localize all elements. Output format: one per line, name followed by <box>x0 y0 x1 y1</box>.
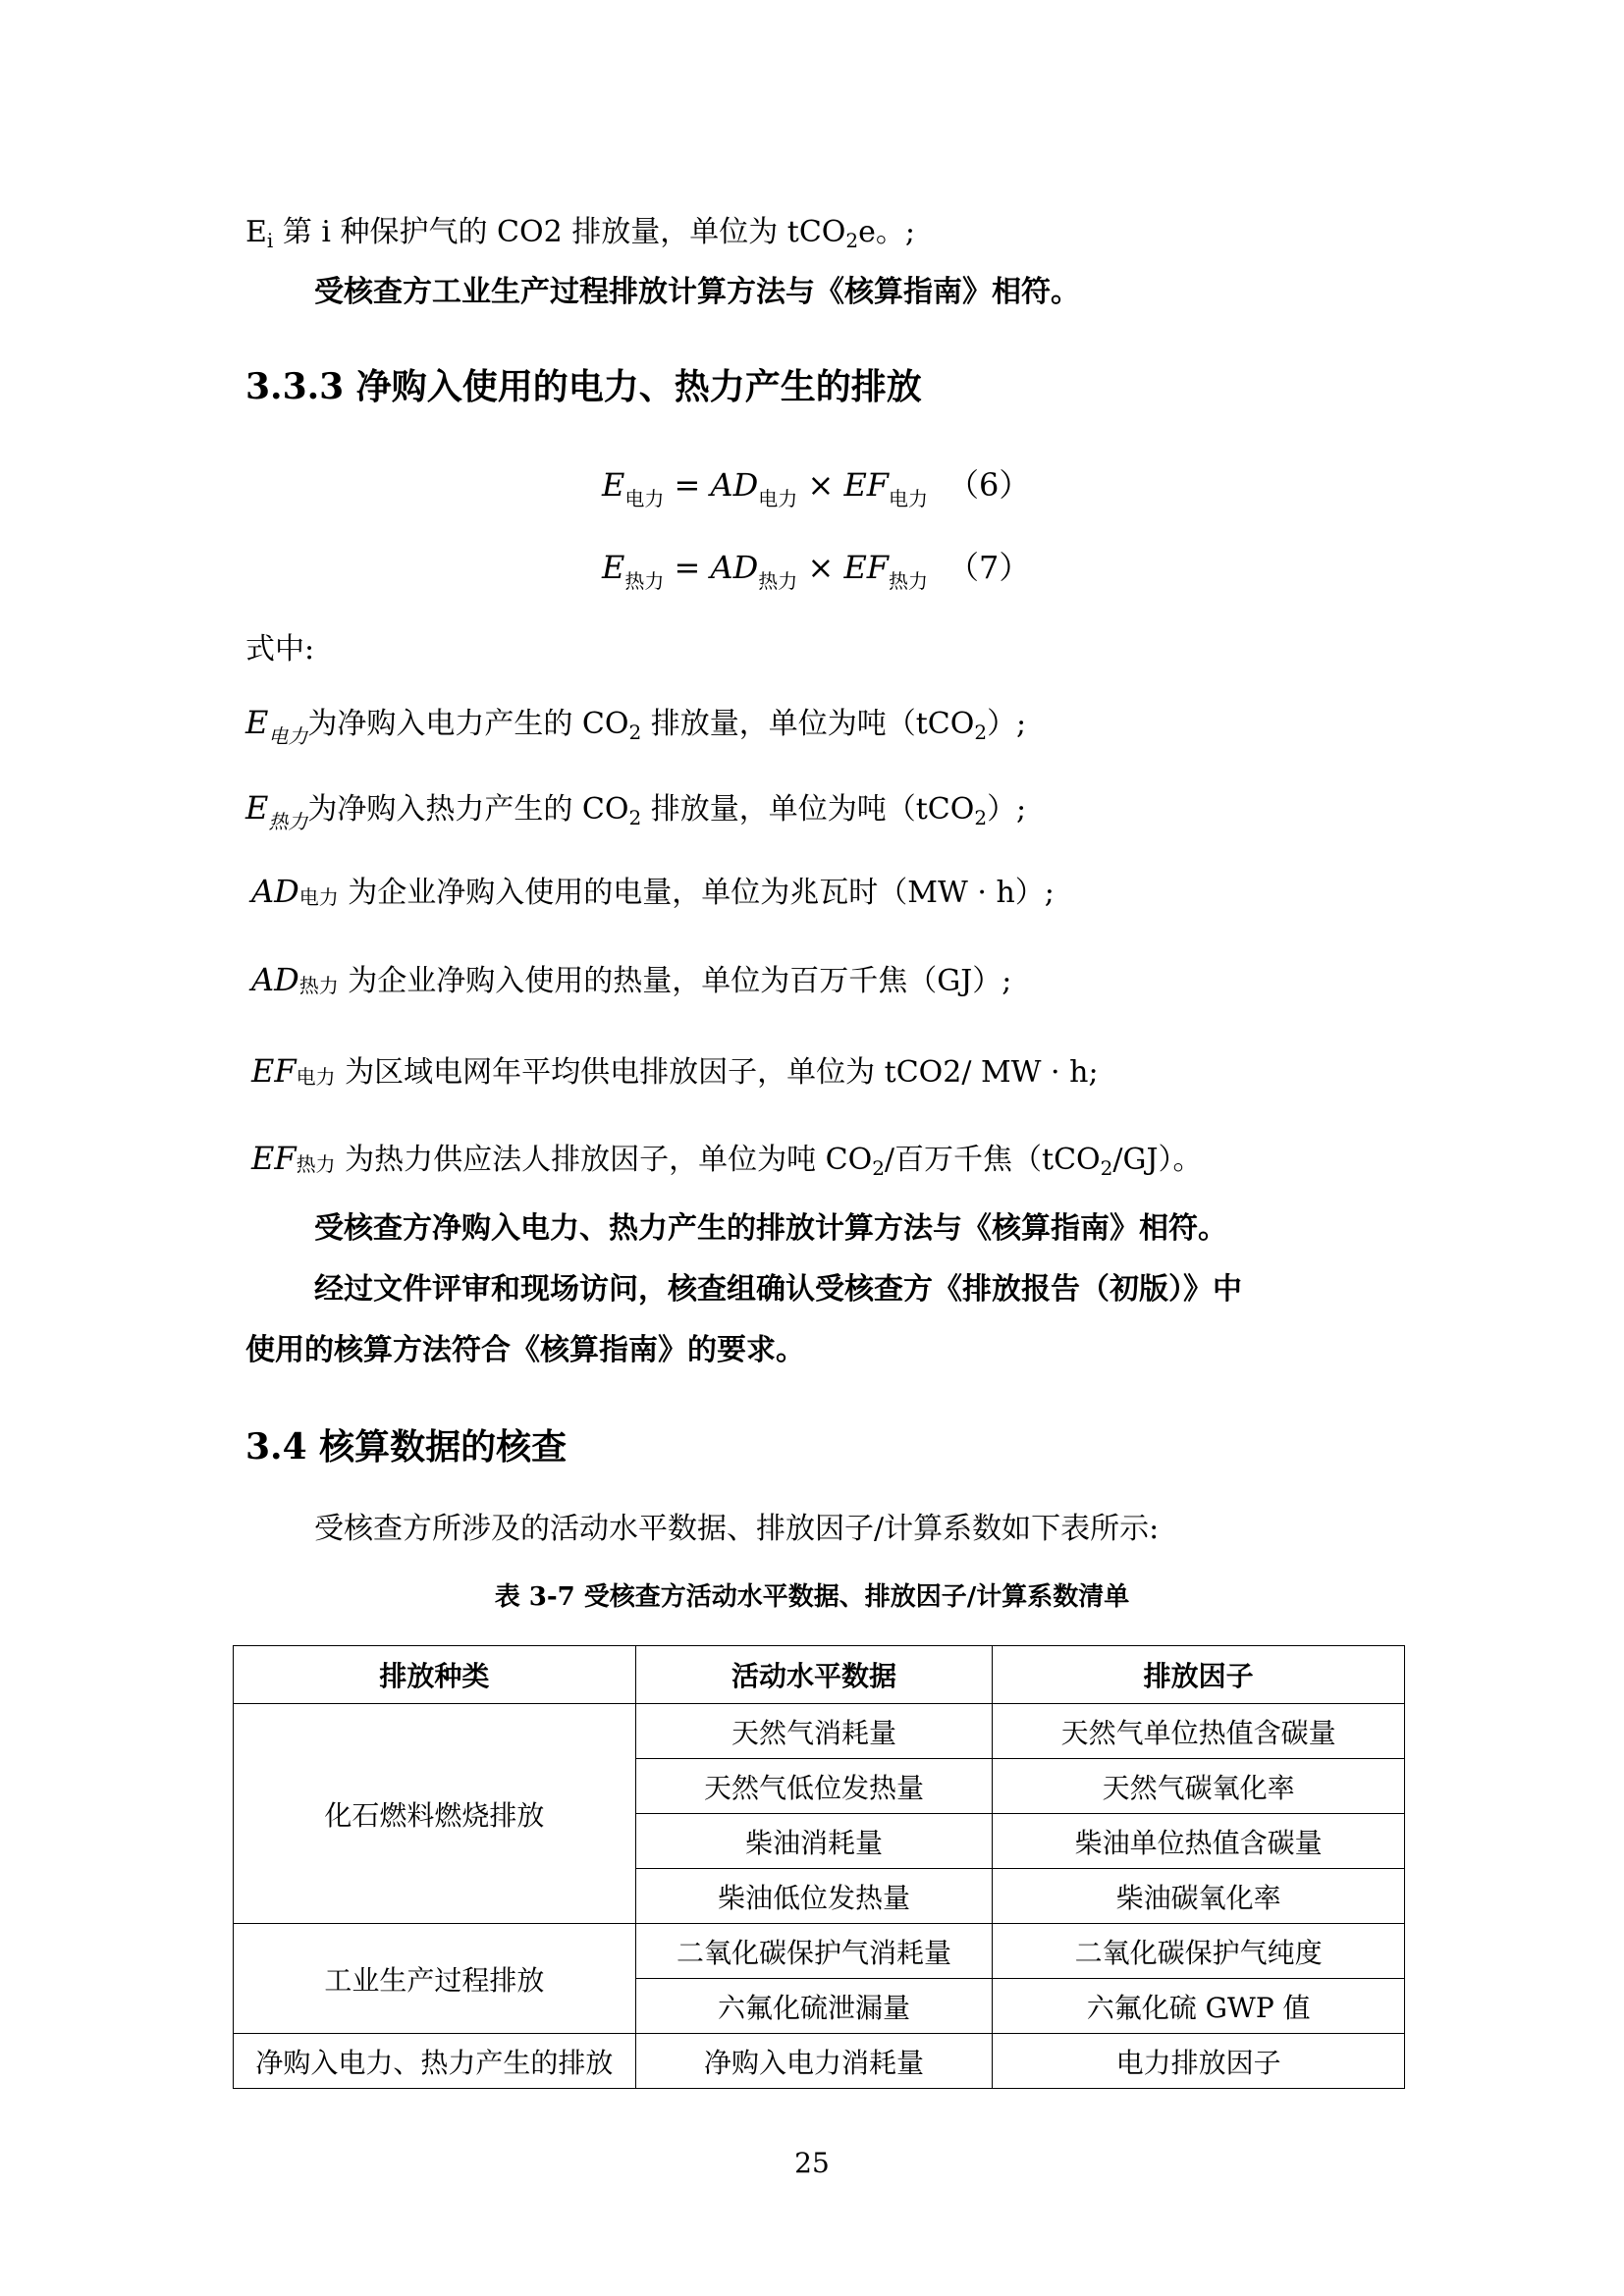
page-number: 25 <box>794 2147 830 2179</box>
definition-ad-electricity <box>251 872 1055 917</box>
def-sub: 电力 <box>296 1065 336 1089</box>
def-chem: 2 <box>628 806 642 829</box>
def-chem2: 2 <box>974 806 988 829</box>
section-heading-3-4: 3.4 核算数据的核查 <box>245 1426 568 1468</box>
activity-cell: 天然气低位发热量 <box>635 1759 993 1814</box>
def-text: 为净购入热力产生的 CO <box>307 792 629 827</box>
def-sub: 热力 <box>268 810 308 833</box>
eq6-ef: EF <box>843 466 889 504</box>
paragraph-table-intro: 受核查方所涉及的活动水平数据、排放因子/计算系数如下表所示: <box>314 1512 1160 1546</box>
chem-subscript: 2 <box>845 229 859 252</box>
section-heading-3-3-3: 3.3.3 净购入使用的电力、热力产生的排放 <box>245 366 922 407</box>
eq6-e: E <box>602 466 625 504</box>
eq7-number: （7） <box>947 549 1031 586</box>
def-text: 为净购入电力产生的 CO <box>307 707 629 741</box>
def-var: E <box>245 789 269 827</box>
paragraph-process-conclusion: 受核查方工业生产过程排放计算方法与《核算指南》相符。 <box>314 275 1080 309</box>
activity-cell: 六氟化硫泄漏量 <box>635 1979 993 2034</box>
factor-cell: 二氧化碳保护气纯度 <box>993 1924 1405 1979</box>
table-row <box>234 1924 1405 1979</box>
table-caption: 表 3-7 受核查方活动水平数据、排放因子/计算系数清单 <box>494 1582 1130 1612</box>
eq6-ad-sub: 电力 <box>758 487 798 510</box>
def-text2: 排放量，单位为吨（tCO <box>641 792 975 827</box>
table-header-row <box>234 1646 1405 1704</box>
eq7-times: × <box>797 549 844 586</box>
activity-cell: 净购入电力消耗量 <box>635 2034 993 2089</box>
eq7-ad-sub: 热力 <box>758 569 798 593</box>
category-fossil-fuel: 化石燃料燃烧排放 <box>234 1704 636 1924</box>
eq7-ad: AD <box>710 549 759 586</box>
def-sub: 电力 <box>268 724 308 748</box>
definition-e-electricity <box>245 703 1026 756</box>
def-var: AD <box>251 961 299 998</box>
def-text3: ）; <box>987 707 1027 741</box>
factor-cell: 柴油碳氧化率 <box>993 1869 1405 1924</box>
factor-cell: 天然气碳氧化率 <box>993 1759 1405 1814</box>
paragraph-review-line1: 经过文件评审和现场访问，核查组确认受核查方《排放报告（初版）》中 <box>314 1272 1242 1307</box>
def-text: 为企业净购入使用的热量，单位为百万千焦（GJ）; <box>338 964 1012 998</box>
header-emission-type: 排放种类 <box>234 1646 636 1704</box>
def-sub: 热力 <box>296 1152 336 1176</box>
def-chem: 2 <box>628 721 642 744</box>
def-sub: 热力 <box>298 974 339 997</box>
def-text3: ）; <box>987 792 1027 827</box>
def-text: 为区域电网年平均供电排放因子，单位为 tCO2/ MW · h; <box>335 1055 1099 1090</box>
category-industrial-process: 工业生产过程排放 <box>234 1924 636 2034</box>
activity-cell: 柴油消耗量 <box>635 1814 993 1869</box>
def-chem2: 2 <box>1100 1156 1113 1180</box>
factor-cell: 电力排放因子 <box>993 2034 1405 2089</box>
eq7-e-sub: 热力 <box>624 569 665 593</box>
equation-6 <box>602 465 1030 518</box>
def-chem: 2 <box>872 1156 885 1180</box>
def-sub: 电力 <box>298 885 339 909</box>
emissions-data-table <box>233 1645 1405 2089</box>
def-text3: /GJ）。 <box>1112 1143 1203 1177</box>
activity-cell: 天然气消耗量 <box>635 1704 993 1759</box>
eq7-e: E <box>602 549 625 586</box>
eq6-e-sub: 电力 <box>624 487 665 510</box>
paragraph-ei-definition <box>245 213 915 260</box>
activity-cell: 柴油低位发热量 <box>635 1869 993 1924</box>
table-row <box>234 2034 1405 2089</box>
var-e: E <box>245 215 267 249</box>
definition-ad-heat <box>251 960 1011 1005</box>
activity-cell: 二氧化碳保护气消耗量 <box>635 1924 993 1979</box>
equation-7 <box>602 548 1030 601</box>
eq6-number: （6） <box>947 466 1031 504</box>
def-text2: 排放量，单位为吨（tCO <box>641 707 975 741</box>
def-var: EF <box>251 1052 297 1090</box>
eq6-ef-sub: 电力 <box>889 487 928 510</box>
def-var: E <box>245 704 269 741</box>
definition-ef-heat <box>251 1139 1202 1188</box>
def-var: EF <box>251 1140 297 1177</box>
factor-cell: 六氟化硫 GWP 值 <box>993 1979 1405 2034</box>
where-label: 式中: <box>245 632 315 667</box>
def-text: 为企业净购入使用的电量，单位为兆瓦时（MW · h）; <box>338 876 1055 910</box>
eq7-ef: EF <box>843 549 889 586</box>
eq6-equals: = <box>664 466 711 504</box>
ei-text: 第 i 种保护气的 CO2 排放量，单位为 tCO <box>273 215 846 249</box>
factor-cell: 天然气单位热值含碳量 <box>993 1704 1405 1759</box>
eq7-ef-sub: 热力 <box>889 569 928 593</box>
eq6-times: × <box>797 466 844 504</box>
definition-e-heat <box>245 788 1026 841</box>
paragraph-review-line2: 使用的核算方法符合《核算指南》的要求。 <box>245 1333 805 1367</box>
eq7-equals: = <box>664 549 711 586</box>
def-text2: /百万千焦（tCO <box>884 1143 1101 1177</box>
def-chem2: 2 <box>974 721 988 744</box>
paragraph-electricity-conclusion: 受核查方净购入电力、热力产生的排放计算方法与《核算指南》相符。 <box>314 1211 1227 1246</box>
header-emission-factor: 排放因子 <box>993 1646 1405 1704</box>
subscript-i: i <box>266 229 274 252</box>
definition-ef-electricity <box>251 1051 1099 1096</box>
def-var: AD <box>251 873 299 910</box>
factor-cell: 柴油单位热值含碳量 <box>993 1814 1405 1869</box>
header-activity-data: 活动水平数据 <box>635 1646 993 1704</box>
eq6-ad: AD <box>710 466 759 504</box>
def-text: 为热力供应法人排放因子，单位为吨 CO <box>335 1143 873 1177</box>
ei-tail: e。; <box>858 215 915 249</box>
category-net-purchased: 净购入电力、热力产生的排放 <box>234 2034 636 2089</box>
table-row <box>234 1704 1405 1759</box>
